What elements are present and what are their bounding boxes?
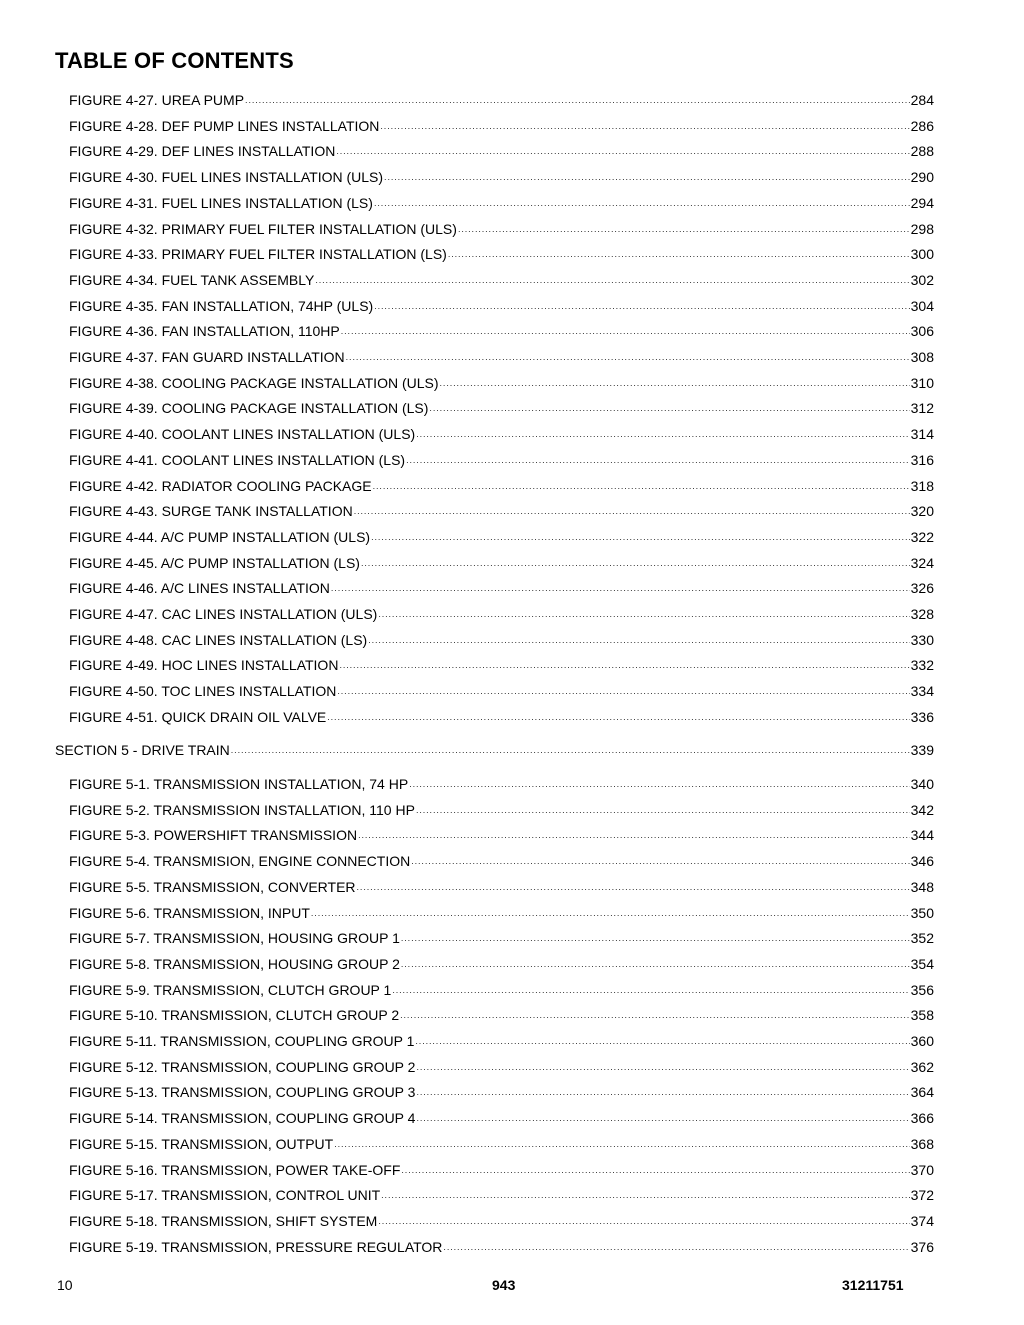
toc-entry-page-number: 300 (910, 246, 934, 262)
toc-figure-entry[interactable] (69, 605, 934, 623)
toc-dot-leader (409, 773, 909, 793)
toc-entry-label: FIGURE 5-1. TRANSMISSION INSTALLATION, 74 HP (69, 776, 409, 792)
toc-dot-leader (416, 1107, 909, 1127)
toc-entry-label: FIGURE 4-45. A/C PUMP INSTALLATION (LS) (69, 555, 360, 571)
toc-figure-entry[interactable] (69, 955, 934, 973)
toc-dot-leader (341, 320, 910, 340)
toc-dot-leader (334, 1133, 909, 1153)
toc-entry-label: FIGURE 4-32. PRIMARY FUEL FILTER INSTALLATION (ULS) (69, 221, 457, 237)
toc-dot-leader (354, 500, 910, 520)
toc-entry-page-number: 316 (910, 452, 934, 468)
toc-dot-leader (416, 1081, 909, 1101)
toc-dot-leader (443, 1236, 909, 1256)
toc-section-entry[interactable] (55, 741, 934, 759)
toc-entry-label: FIGURE 4-47. CAC LINES INSTALLATION (ULS) (69, 606, 378, 622)
toc-dot-leader (384, 166, 910, 186)
toc-figure-entry[interactable] (69, 271, 934, 289)
toc-entry-page-number: 322 (910, 529, 934, 545)
toc-figure-entry[interactable] (69, 1135, 934, 1153)
toc-figure-entry[interactable] (69, 322, 934, 340)
toc-entry-page-number: 326 (910, 580, 934, 596)
toc-dot-leader (401, 1159, 909, 1179)
toc-dot-leader (415, 1030, 909, 1050)
toc-entry-label: FIGURE 5-12. TRANSMISSION, COUPLING GROUP 2 (69, 1059, 416, 1075)
toc-entry-page-number: 340 (910, 776, 934, 792)
toc-entry-page-number: 339 (910, 742, 934, 758)
toc-entry-label: FIGURE 4-48. CAC LINES INSTALLATION (LS) (69, 632, 368, 648)
toc-figure-entry[interactable] (69, 1186, 934, 1204)
toc-entry-page-number: 342 (910, 802, 934, 818)
toc-entry-page-number: 298 (910, 221, 934, 237)
toc-dot-leader (374, 192, 910, 212)
toc-dot-leader (406, 449, 910, 469)
toc-entry-page-number: 360 (910, 1033, 934, 1049)
toc-figure-entry[interactable] (69, 528, 934, 546)
toc-entry-page-number: 352 (910, 930, 934, 946)
toc-entry-page-number: 290 (910, 169, 934, 185)
toc-figure-entry[interactable] (69, 682, 934, 700)
toc-entry-page-number: 356 (910, 982, 934, 998)
toc-entry-page-number: 358 (910, 1007, 934, 1023)
toc-figure-entry[interactable] (69, 1109, 934, 1127)
toc-figure-entry[interactable] (69, 425, 934, 443)
toc-dot-leader (401, 927, 910, 947)
toc-dot-leader (392, 979, 909, 999)
toc-dot-leader (361, 552, 910, 572)
toc-entry-label: FIGURE 4-27. UREA PUMP (69, 92, 245, 108)
toc-entry-label: FIGURE 4-30. FUEL LINES INSTALLATION (ULS) (69, 169, 384, 185)
toc-figure-entry[interactable] (69, 1212, 934, 1230)
toc-figure-entry[interactable] (69, 220, 934, 238)
toc-entry-page-number: 374 (910, 1213, 934, 1229)
toc-entry-label: FIGURE 4-46. A/C LINES INSTALLATION (69, 580, 330, 596)
toc-entry-page-number: 318 (910, 478, 934, 494)
toc-dot-leader (336, 140, 909, 160)
toc-dot-leader (381, 1184, 909, 1204)
toc-entry-label: FIGURE 5-5. TRANSMISSION, CONVERTER (69, 879, 356, 895)
toc-entry-page-number: 306 (910, 323, 934, 339)
toc-entry-page-number: 354 (910, 956, 934, 972)
toc-figure-entry[interactable] (69, 1238, 934, 1256)
toc-entry-label: FIGURE 5-8. TRANSMISSION, HOUSING GROUP 2 (69, 956, 400, 972)
toc-dot-leader (401, 953, 910, 973)
toc-entry-label: FIGURE 4-40. COOLANT LINES INSTALLATION (ULS) (69, 426, 416, 442)
toc-entry-page-number: 366 (910, 1110, 934, 1126)
toc-dot-leader (380, 115, 909, 135)
toc-figure-entry[interactable] (69, 91, 934, 109)
toc-dot-leader (327, 706, 909, 726)
toc-dot-leader (411, 850, 909, 870)
toc-entry-label: FIGURE 4-51. QUICK DRAIN OIL VALVE (69, 709, 327, 725)
toc-entry-label: FIGURE 5-2. TRANSMISSION INSTALLATION, 110 HP (69, 802, 415, 818)
toc-dot-leader (458, 218, 910, 238)
toc-dot-leader (416, 423, 909, 443)
toc-entry-label: FIGURE 4-50. TOC LINES INSTALLATION (69, 683, 337, 699)
toc-entry-label: FIGURE 4-39. COOLING PACKAGE INSTALLATION (LS) (69, 400, 429, 416)
toc-entry-page-number: 336 (910, 709, 934, 725)
toc-entry-label: FIGURE 4-29. DEF LINES INSTALLATION (69, 143, 336, 159)
toc-figure-entry[interactable] (69, 929, 934, 947)
toc-entry-label: FIGURE 4-43. SURGE TANK INSTALLATION (69, 503, 353, 519)
toc-entry-label: FIGURE 5-9. TRANSMISSION, CLUTCH GROUP 1 (69, 982, 392, 998)
toc-entry-label: FIGURE 4-34. FUEL TANK ASSEMBLY (69, 272, 315, 288)
toc-figure-entry[interactable] (69, 1161, 934, 1179)
toc-dot-leader (331, 577, 910, 597)
toc-entry-page-number: 346 (910, 853, 934, 869)
toc-dot-leader (378, 1210, 909, 1230)
toc-figure-entry[interactable] (69, 775, 934, 793)
toc-entry-label: FIGURE 5-3. POWERSHIFT TRANSMISSION (69, 827, 358, 843)
toc-entry-page-number: 368 (910, 1136, 934, 1152)
toc-figure-entry[interactable] (69, 631, 934, 649)
toc-entry-page-number: 350 (910, 905, 934, 921)
toc-figure-entry[interactable] (69, 904, 934, 922)
toc-figure-entry[interactable] (69, 399, 934, 417)
toc-entry-label: FIGURE 5-16. TRANSMISSION, POWER TAKE-OFF (69, 1162, 401, 1178)
toc-entry-label: FIGURE 4-36. FAN INSTALLATION, 110HP (69, 323, 340, 339)
toc-figure-entry[interactable] (69, 451, 934, 469)
toc-entry-label: FIGURE 5-17. TRANSMISSION, CONTROL UNIT (69, 1187, 381, 1203)
toc-entry-page-number: 348 (910, 879, 934, 895)
toc-entry-label: FIGURE 4-31. FUEL LINES INSTALLATION (LS) (69, 195, 373, 211)
toc-dot-leader (368, 629, 909, 649)
toc-entry-page-number: 330 (910, 632, 934, 648)
toc-entry-page-number: 376 (910, 1239, 934, 1255)
toc-entry-label: FIGURE 4-37. FAN GUARD INSTALLATION (69, 349, 345, 365)
toc-entry-page-number: 288 (910, 143, 934, 159)
toc-entry-page-number: 302 (910, 272, 934, 288)
toc-figure-entry[interactable] (69, 1006, 934, 1024)
toc-entry-label: FIGURE 4-35. FAN INSTALLATION, 74HP (ULS) (69, 298, 374, 314)
toc-figure-entry[interactable] (69, 981, 934, 999)
toc-figure-entry[interactable] (69, 1083, 934, 1101)
toc-figure-entry[interactable] (69, 502, 934, 520)
toc-dot-leader (373, 475, 910, 495)
toc-figure-entry[interactable] (69, 801, 934, 819)
toc-figure-entry[interactable] (69, 852, 934, 870)
footer-document-number: 31211751 (842, 1277, 904, 1293)
toc-dot-leader (440, 372, 910, 392)
toc-figure-entry[interactable] (69, 554, 934, 572)
toc-entry-page-number: 344 (910, 827, 934, 843)
toc-figure-entry[interactable] (69, 708, 934, 726)
toc-dot-leader (357, 876, 910, 896)
toc-figure-entry[interactable] (69, 194, 934, 212)
toc-entry-label: FIGURE 5-10. TRANSMISSION, CLUTCH GROUP 2 (69, 1007, 400, 1023)
toc-dot-leader (400, 1004, 910, 1024)
toc-entry-page-number: 308 (910, 349, 934, 365)
toc-dot-leader (337, 680, 909, 700)
toc-entry-page-number: 334 (910, 683, 934, 699)
toc-entry-page-number: 312 (910, 400, 934, 416)
toc-entry-label: FIGURE 5-13. TRANSMISSION, COUPLING GROUP 3 (69, 1084, 416, 1100)
toc-entry-label: FIGURE 4-42. RADIATOR COOLING PACKAGE (69, 478, 372, 494)
toc-entry-label: FIGURE 4-41. COOLANT LINES INSTALLATION (LS) (69, 452, 406, 468)
toc-entry-label: FIGURE 5-11. TRANSMISSION, COUPLING GROUP 1 (69, 1033, 415, 1049)
footer-sequence-number: 943 (492, 1277, 516, 1293)
toc-entry-page-number: 370 (910, 1162, 934, 1178)
toc-dot-leader (416, 1056, 909, 1076)
toc-dot-leader (339, 654, 909, 674)
toc-figure-entry[interactable] (69, 579, 934, 597)
toc-entry-label: FIGURE 5-7. TRANSMISSION, HOUSING GROUP 1 (69, 930, 400, 946)
toc-figure-entry[interactable] (69, 168, 934, 186)
toc-figure-entry[interactable] (69, 374, 934, 392)
toc-entry-label: FIGURE 5-19. TRANSMISSION, PRESSURE REGULATOR (69, 1239, 443, 1255)
toc-figure-entry[interactable] (69, 117, 934, 135)
toc-figure-entry[interactable] (69, 878, 934, 896)
toc-entry-label: SECTION 5 - DRIVE TRAIN (55, 742, 230, 758)
toc-dot-leader (231, 739, 910, 759)
toc-dot-leader (311, 902, 910, 922)
toc-entry-label: FIGURE 4-49. HOC LINES INSTALLATION (69, 657, 339, 673)
toc-dot-leader (378, 603, 909, 623)
page-title: TABLE OF CONTENTS (55, 48, 294, 73)
toc-entry-label: FIGURE 5-18. TRANSMISSION, SHIFT SYSTEM (69, 1213, 378, 1229)
toc-entry-page-number: 284 (910, 92, 934, 108)
toc-entry-page-number: 362 (910, 1059, 934, 1075)
toc-entry-page-number: 324 (910, 555, 934, 571)
toc-figure-entry[interactable] (69, 348, 934, 366)
toc-figure-entry[interactable] (69, 297, 934, 315)
toc-entry-page-number: 320 (910, 503, 934, 519)
toc-dot-leader (346, 346, 910, 366)
toc-dot-leader (429, 397, 909, 417)
toc-entry-label: FIGURE 4-44. A/C PUMP INSTALLATION (ULS) (69, 529, 371, 545)
toc-dot-leader (416, 799, 910, 819)
toc-entry-label: FIGURE 5-15. TRANSMISSION, OUTPUT (69, 1136, 334, 1152)
toc-entry-label: FIGURE 5-14. TRANSMISSION, COUPLING GROUP 4 (69, 1110, 416, 1126)
toc-dot-leader (371, 526, 910, 546)
toc-figure-entry[interactable] (69, 1058, 934, 1076)
toc-entry-label: FIGURE 4-38. COOLING PACKAGE INSTALLATION (ULS) (69, 375, 439, 391)
toc-figure-entry[interactable] (69, 477, 934, 495)
toc-entry-page-number: 328 (910, 606, 934, 622)
toc-entry-page-number: 364 (910, 1084, 934, 1100)
toc-entry-page-number: 314 (910, 426, 934, 442)
toc-entry-label: FIGURE 4-33. PRIMARY FUEL FILTER INSTALLATION (LS) (69, 246, 447, 262)
toc-entry-page-number: 294 (910, 195, 934, 211)
toc-entry-page-number: 310 (910, 375, 934, 391)
toc-entry-page-number: 332 (910, 657, 934, 673)
toc-entry-page-number: 372 (910, 1187, 934, 1203)
toc-figure-entry[interactable] (69, 245, 934, 263)
toc-figure-entry[interactable] (69, 656, 934, 674)
page-footer (0, 1277, 1024, 1297)
toc-entry-label: FIGURE 5-6. TRANSMISSION, INPUT (69, 905, 310, 921)
toc-dot-leader (315, 269, 909, 289)
toc-entry-label: FIGURE 5-4. TRANSMISION, ENGINE CONNECTION (69, 853, 411, 869)
toc-figure-entry[interactable] (69, 1032, 934, 1050)
toc-dot-leader (448, 243, 910, 263)
toc-dot-leader (374, 295, 909, 315)
toc-dot-leader (245, 89, 910, 109)
toc-figure-entry[interactable] (69, 826, 934, 844)
toc-entry-page-number: 304 (910, 298, 934, 314)
toc-entry-page-number: 286 (910, 118, 934, 134)
footer-page-number: 10 (57, 1277, 73, 1293)
toc-figure-entry[interactable] (69, 142, 934, 160)
toc-dot-leader (358, 824, 910, 844)
toc-entry-label: FIGURE 4-28. DEF PUMP LINES INSTALLATION (69, 118, 380, 134)
